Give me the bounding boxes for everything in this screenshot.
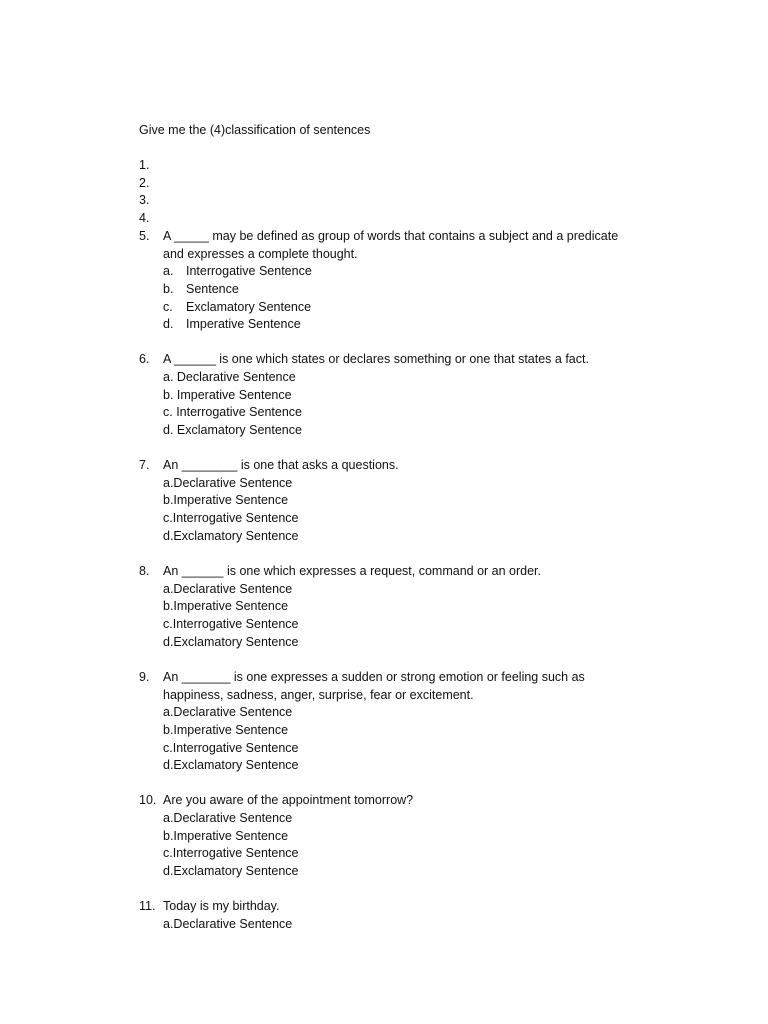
question-8-option-b: b.Imperative Sentence <box>163 599 289 613</box>
question-6-text: A ______ is one which states or declares something or one that states a fact. <box>163 352 589 366</box>
question-11-number: 11. <box>139 899 156 913</box>
question-5-option-c <box>163 299 311 317</box>
question-6-option-b: b. Imperative Sentence <box>163 388 292 402</box>
question-10-text: Are you aware of the appointment tomorrow? <box>163 793 414 807</box>
question-10-number: 10. <box>139 793 157 807</box>
question-6-option-c: c. Interrogative Sentence <box>163 405 302 419</box>
question-5-option-d <box>163 316 301 334</box>
question-11-option-a: a.Declarative Sentence <box>163 917 293 931</box>
option-letter: b. <box>163 282 174 296</box>
question-8-number: 8. <box>139 564 150 578</box>
question-9-number: 9. <box>139 670 150 684</box>
option-text: Imperative Sentence <box>186 317 301 331</box>
question-7-option-c: c.Interrogative Sentence <box>163 511 299 525</box>
question-9-option-d: d.Exclamatory Sentence <box>163 758 299 772</box>
question-11-text: Today is my birthday. <box>163 899 280 913</box>
question-10-option-b: b.Imperative Sentence <box>163 829 289 843</box>
question-7-option-b: b.Imperative Sentence <box>163 493 289 507</box>
option-text: Exclamatory Sentence <box>186 300 312 314</box>
question-7-number: 7. <box>139 458 150 472</box>
blank-item-3: 3. <box>139 193 150 207</box>
question-9-option-b: b.Imperative Sentence <box>163 723 289 737</box>
option-text: Interrogative Sentence <box>186 264 312 278</box>
option-text: Sentence <box>186 282 239 296</box>
question-9-option-a: a.Declarative Sentence <box>163 705 293 719</box>
document-title: Give me the (4)classification of sentences <box>139 123 371 137</box>
question-5-option-a <box>163 263 312 281</box>
question-5-option-b <box>163 281 239 299</box>
question-9-text: An _______ is one expresses a sudden or strong emotion or feeling such as happiness, sadness, anger, surprise, fear or excitement. <box>163 670 585 702</box>
question-10-option-c: c.Interrogative Sentence <box>163 846 299 860</box>
question-7-text: An ________ is one that asks a questions. <box>163 458 399 472</box>
question-8-text: An ______ is one which expresses a request, command or an order. <box>163 564 541 578</box>
question-7-option-d: d.Exclamatory Sentence <box>163 529 299 543</box>
question-6-option-d: d. Exclamatory Sentence <box>163 423 302 437</box>
question-5-text: A _____ may be defined as group of words that contains a subject and a predicate and expresses a complete thought. <box>163 229 619 261</box>
question-10-option-a: a.Declarative Sentence <box>163 811 293 825</box>
blank-item-1: 1. <box>139 158 150 172</box>
question-5-number: 5. <box>139 229 150 243</box>
question-8-option-d: d.Exclamatory Sentence <box>163 635 299 649</box>
question-7-option-a: a.Declarative Sentence <box>163 476 293 490</box>
option-letter: d. <box>163 317 174 331</box>
question-8-option-c: c.Interrogative Sentence <box>163 617 299 631</box>
question-6-option-a: a. Declarative Sentence <box>163 370 296 384</box>
question-9-option-c: c.Interrogative Sentence <box>163 741 299 755</box>
question-8-option-a: a.Declarative Sentence <box>163 582 293 596</box>
option-letter: c. <box>163 300 173 314</box>
blank-item-4: 4. <box>139 211 150 225</box>
blank-item-2: 2. <box>139 176 150 190</box>
question-6-number: 6. <box>139 352 150 366</box>
option-letter: a. <box>163 264 174 278</box>
question-10-option-d: d.Exclamatory Sentence <box>163 864 299 878</box>
